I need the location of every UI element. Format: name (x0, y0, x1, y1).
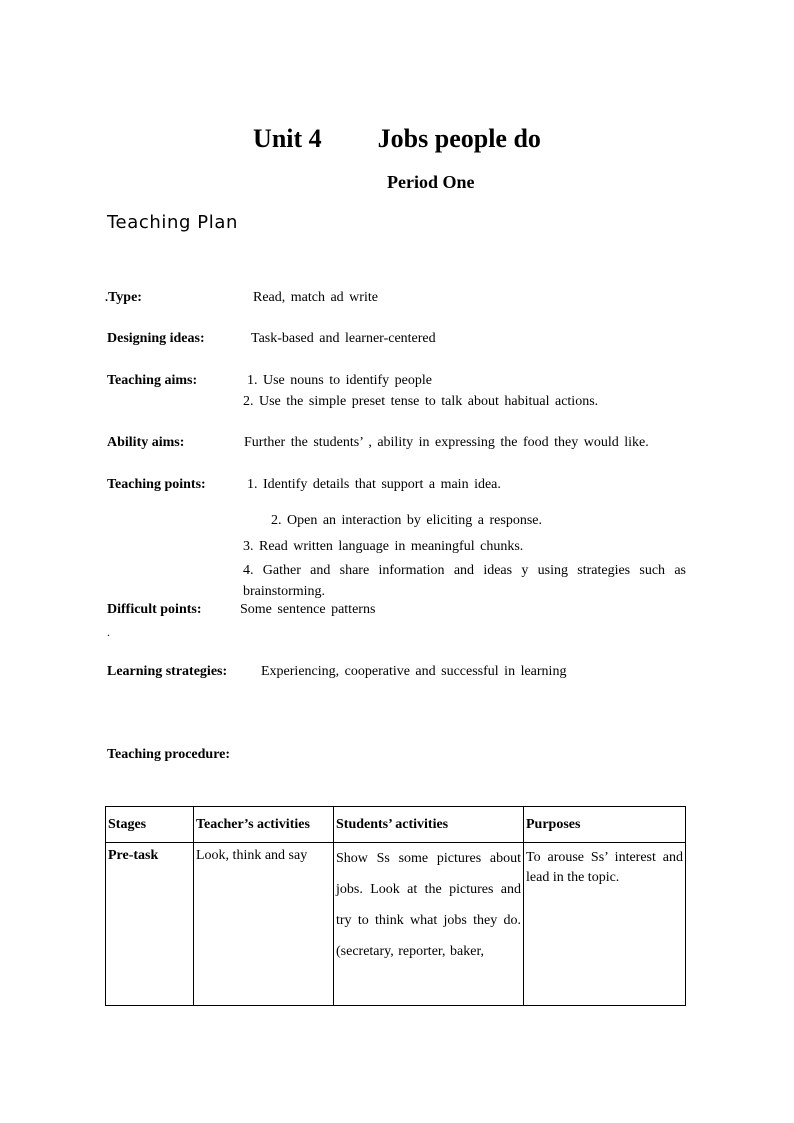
stray-dot: . (107, 625, 110, 639)
teaching-plan-heading: Teaching Plan (107, 212, 238, 233)
title-topic: Jobs people do (377, 124, 541, 153)
period-subtitle: Period One (387, 172, 475, 192)
type-value: Read, match ad write (253, 290, 378, 305)
designing-ideas-label: Designing ideas: (107, 331, 205, 346)
header-teacher-activities: Teacher’s activities (194, 807, 334, 843)
students-activity-cell: Show Ss some pictures about jobs. Look at the pictures and try to think what jobs they do. (secretary, reporter, baker, (334, 843, 524, 1006)
teaching-aims-item: 1. Use nouns to identify people (247, 373, 432, 388)
table-header-row (106, 807, 686, 843)
teaching-points-item: 1. Identify details that support a main idea. (247, 477, 501, 492)
learning-strategies-value: Experiencing, cooperative and successful in learning (261, 664, 567, 679)
learning-strategies-label: Learning strategies: (107, 664, 228, 679)
difficult-points-label: Difficult points: (107, 602, 202, 617)
ability-aims-value: Further the students’ , ability in expressing the food they would like. (244, 435, 649, 450)
purpose-cell: To arouse Ss’ interest and lead in the topic. (524, 843, 686, 1006)
header-purposes: Purposes (524, 807, 686, 843)
difficult-points-value: Some sentence patterns (240, 602, 376, 617)
procedure-table (105, 806, 686, 1006)
title-unit: Unit 4 (253, 124, 322, 153)
teaching-points-item: 3. Read written language in meaningful chunks. (243, 539, 524, 554)
teaching-points-item: 2. Open an interaction by eliciting a response. (271, 513, 542, 528)
teaching-points-item: 4. Gather and share information and ideas y using strategies such as brainstorming. (243, 563, 686, 599)
teaching-aims-label: Teaching aims: (107, 373, 198, 388)
teacher-activity-cell: Look, think and say (194, 843, 334, 1006)
teaching-aims-item: 2. Use the simple preset tense to talk about habitual actions. (243, 394, 599, 409)
designing-ideas-value: Task-based and learner-centered (251, 331, 436, 346)
ability-aims-label: Ability aims: (107, 435, 185, 450)
type-label: .Type: (105, 290, 142, 305)
teaching-procedure-label: Teaching procedure: (107, 747, 231, 762)
teaching-points-label: Teaching points: (107, 477, 206, 492)
document-title (0, 124, 794, 154)
header-stages: Stages (106, 807, 194, 843)
table-row (106, 843, 686, 1006)
stage-cell: Pre-task (106, 843, 194, 1006)
header-students-activities: Students’ activities (334, 807, 524, 843)
